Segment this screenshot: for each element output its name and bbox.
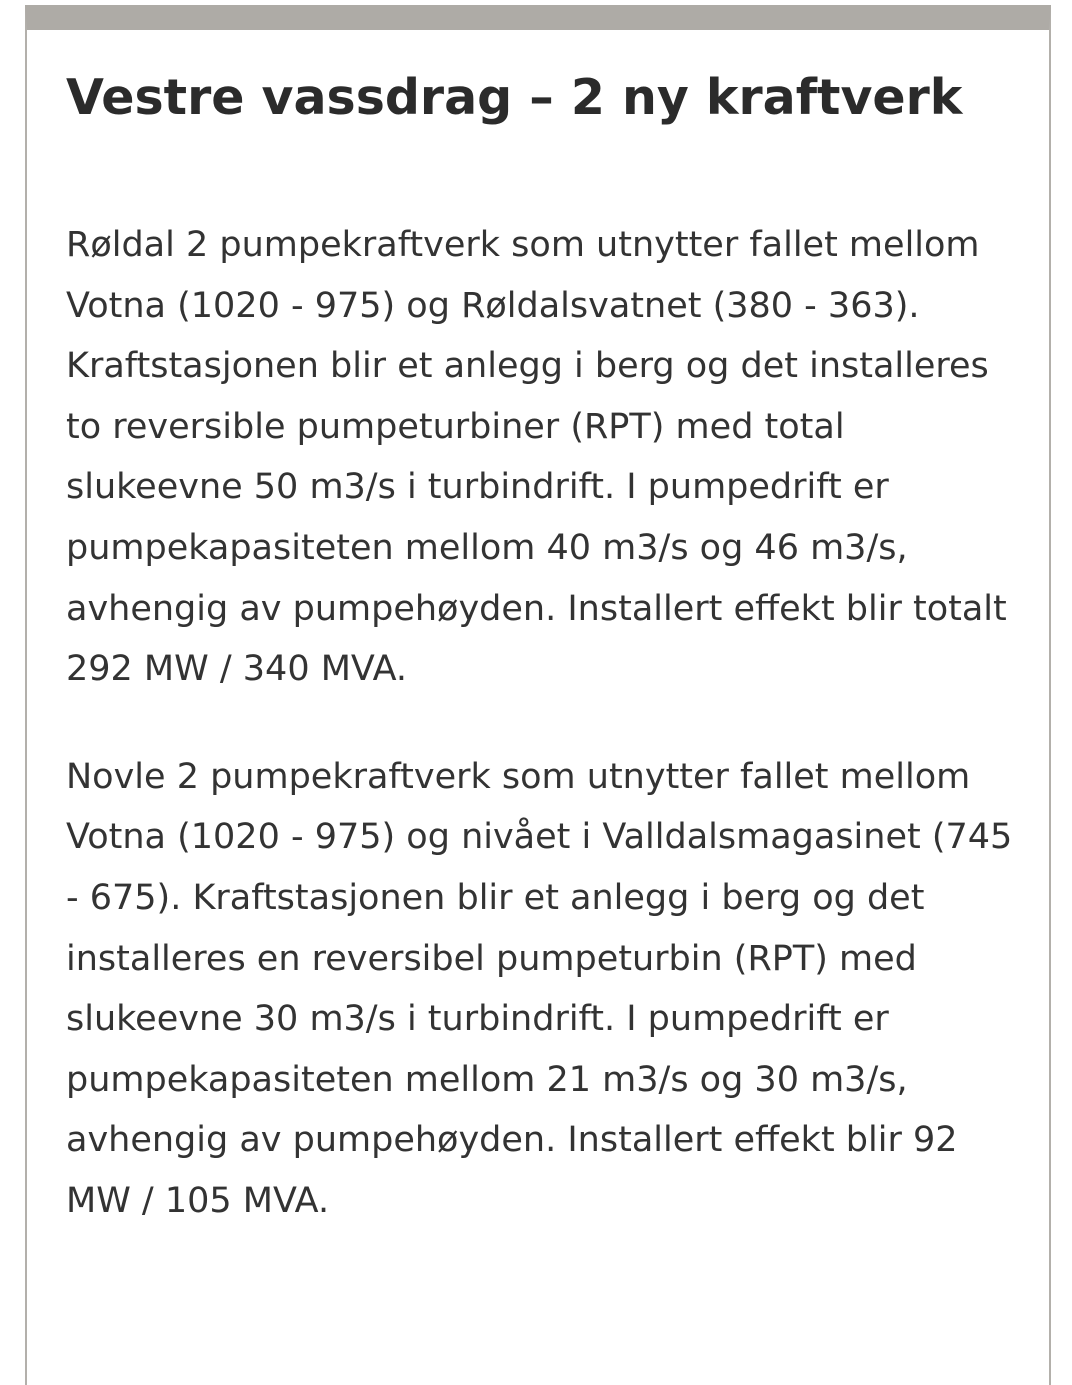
article-card xyxy=(25,5,1051,1385)
paragraph-novle: Novle 2 pumpekraftverk som utnytter fallet mellom Votna (1020 - 975) og nivået i Valldalsmagasinet (745 - 675). Kraftstasjonen blir et anlegg i berg og det installeres en reversibel pumpeturbin (RPT) med slukeevne 30 m3/s i turbindrift. I pumpedrift er pumpekapasiteten mellom 21 m3/s og 30 m3/s, avhengig av pumpehøyden. Installert effekt blir 92 MW / 105 MVA. xyxy=(66,756,1013,1221)
paragraph-roldal: Røldal 2 pumpekraftverk som utnytter fallet mellom Votna (1020 - 975) og Røldalsvatnet (380 - 363). Kraftstasjonen blir et anlegg i berg og det installeres to reversible pumpeturbiner (RPT) med total slukeevne 50 m3/s i turbindrift. I pumpedrift er pumpekapasiteten mellom 40 m3/s og 46 m3/s, avhengig av pumpehøyden. Installert effekt blir totalt 292 MW / 340 MVA. xyxy=(66,225,1007,690)
article-content xyxy=(66,30,1026,1232)
article-title: Vestre vassdrag – 2 ny kraftverk xyxy=(66,69,963,126)
